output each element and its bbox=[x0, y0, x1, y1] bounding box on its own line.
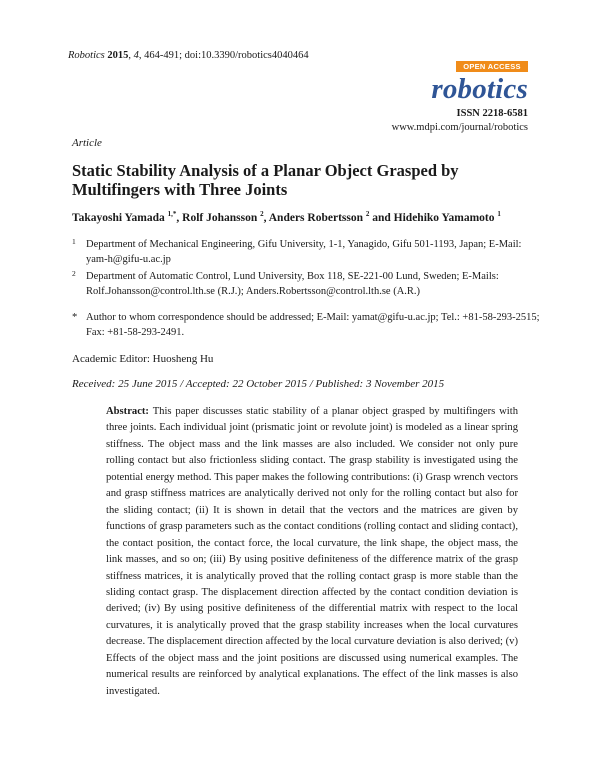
journal-url[interactable]: www.mdpi.com/journal/robotics bbox=[391, 122, 528, 133]
author-name: Hidehiko Yamamoto bbox=[393, 211, 495, 224]
asterisk-mark: * bbox=[72, 312, 78, 323]
correspondence-text: Author to whom correspondence should be addressed; E-Mail: yamat@gifu-u.ac.jp; Tel.: +81-58-293-2515; Fax: +81-58-293-2491. bbox=[86, 312, 540, 338]
citation-volume: 4 bbox=[133, 50, 139, 61]
affiliation-text: Department of Automatic Control, Lund University, Box 118, SE-221-00 Lund, Sweden; E-Mails: Rolf.Johansson@control.lth.se (R.J.); Anders.Robertsson@control.lth.se (A.R.) bbox=[86, 271, 499, 297]
affiliation-number: 1 bbox=[72, 237, 76, 246]
article-type: Article bbox=[72, 137, 102, 149]
author-affiliation-mark: 1,* bbox=[167, 210, 177, 218]
correspondence-note bbox=[72, 310, 542, 340]
citation-line: Robotics 2015, 4, 464-491; doi:10.3390/robotics4040464 bbox=[68, 50, 309, 61]
author-name: Takayoshi Yamada bbox=[72, 211, 165, 224]
abstract bbox=[106, 404, 518, 700]
citation-pages-doi: , 464-491; doi:10.3390/robotics4040464 bbox=[138, 50, 309, 61]
author-affiliation-mark: 2 bbox=[365, 210, 370, 218]
affiliation-1 bbox=[72, 237, 542, 267]
affiliation-2 bbox=[72, 269, 542, 299]
publication-dates: Received: 25 June 2015 / Accepted: 22 October 2015 / Published: 3 November 2015 bbox=[72, 378, 445, 390]
affiliation-number: 2 bbox=[72, 269, 76, 278]
open-access-badge: OPEN ACCESS bbox=[456, 61, 528, 72]
author-name: Rolf Johansson bbox=[182, 211, 258, 224]
abstract-text: This paper discusses static stability of a planar object grasped by multifingers with three joints. Each individual joint (prismatic joint or revolute joint) is modeled as a linear spring stiffness. The object mass and the link masses are also included. We consider not only pure rolling contact but also frictionless sliding contact. The grasp stability is investigated using the potential energy method. This paper makes the following contributions: (i) Grasp wrench vectors and grasp stiffness matrices are analytically derived not only for the rolling contact but also for the sliding contact; (ii) It is shown in detail that the vectors and the matrices are given by functions of grasp parameters such as the contact conditions (rolling contact and sliding contact), the contact position, the contact force, the local curvature, the link shape, the object mass, the link masses, and so on; (iii) By using positive definiteness of the difference matrix of the grasp stiffness matrices, it is analytically proved that the rolling contact grasp is more stable than the sliding contact grasp. The displacement direction affected by the contact condition deviation is derived; (iv) By using positive definiteness of the differential matrix with respect to the local curvatures, it is analytically proved that the grasp stability increases when the local curvatures decrease. The displacement direction affected by the local curvature deviation is also derived; (v) Effects of the object mass and the joint positions are discussed using numerical examples. The numerical results are reinforced by analytical explanations. The effect of the link masses is also investigated. bbox=[106, 406, 519, 697]
citation-year: 2015 bbox=[107, 50, 129, 61]
author-affiliation-mark: 2 bbox=[260, 210, 264, 218]
journal-logo: robotics bbox=[431, 73, 528, 105]
paper-title: Static Stability Analysis of a Planar Object Grasped by Multifingers with Three Joints bbox=[72, 161, 459, 199]
issn: ISSN 2218-6581 bbox=[456, 108, 528, 119]
author-name: Anders Robertsson bbox=[268, 211, 363, 224]
abstract-label: Abstract: bbox=[106, 406, 149, 417]
academic-editor: Academic Editor: Huosheng Hu bbox=[72, 353, 214, 365]
author-affiliation-mark: 1 bbox=[497, 210, 501, 218]
journal-abbrev: Robotics bbox=[68, 50, 105, 61]
affiliation-text: Department of Mechanical Engineering, Gifu University, 1-1, Yanagido, Gifu 501-1193, Japan; E-Mail: yam-h@gifu-u.ac.jp bbox=[86, 239, 522, 265]
author-list: Takayoshi Yamada $^{1,*}$, Rolf Johansson $^2$, Anders Robertsson $^2$ and Hidehiko Yamamoto $^1$ bbox=[72, 210, 501, 224]
